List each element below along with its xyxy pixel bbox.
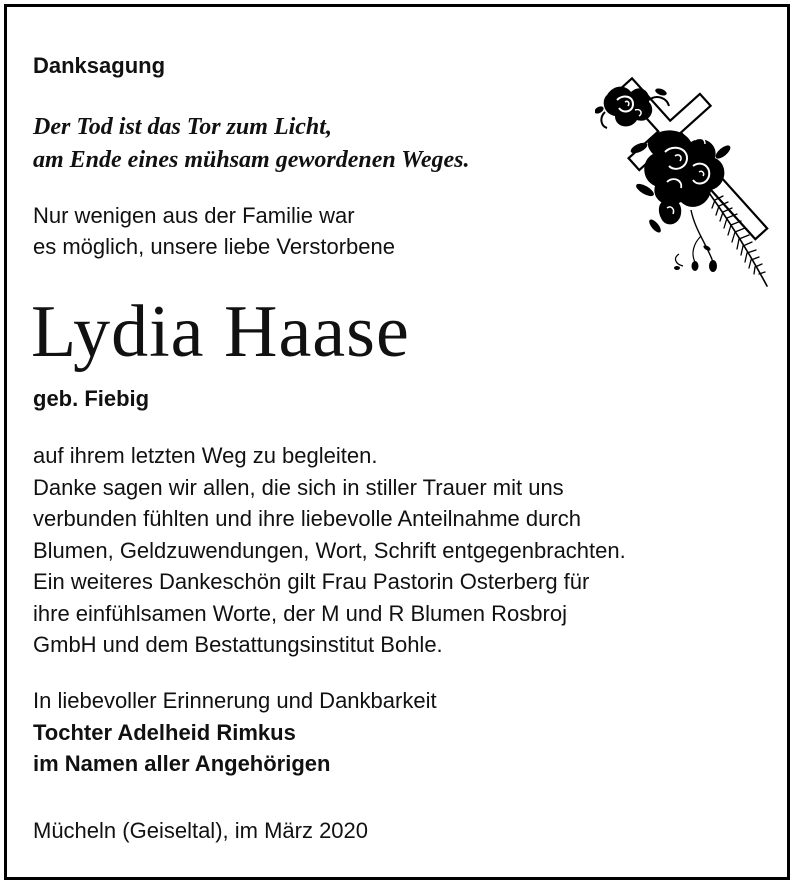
thanks-line: GmbH und dem Bestattungsinstitut Bohle.	[33, 632, 443, 657]
intro-line: es möglich, unsere liebe Verstorbene	[33, 234, 395, 259]
thanks-line: ihre einfühlsamen Worte, der M und R Blumen Rosbroj	[33, 600, 567, 626]
quote-line: Der Tod ist das Tor zum Licht,	[33, 114, 332, 140]
place-and-date: Mücheln (Geiseltal), im März 2020	[33, 818, 369, 843]
bud-sprig-icon	[674, 210, 717, 272]
thanks-line: Blumen, Geldzuwendungen, Wort, Schrift entgegenbrachten.	[33, 537, 626, 563]
thanks-line: Ein weiteres Dankeschön gilt Frau Pastorin Osterberg für	[33, 569, 590, 594]
thanks-line: verbunden fühlten und ihre liebevolle Anteilnahme durch	[33, 506, 581, 531]
signatory-line: im Namen aller Angehörigen	[33, 751, 331, 776]
thanks-line: auf ihrem letzten Weg zu begleiten.	[33, 443, 378, 468]
deceased-name: Lydia Haase	[31, 291, 410, 373]
cross-with-roses-icon	[595, 40, 785, 295]
closing-line: In liebevoller Erinnerung und Dankbarkeit	[33, 688, 437, 713]
thanks-text	[33, 440, 626, 661]
notice-heading: Danksagung	[33, 53, 166, 78]
intro-text	[33, 200, 395, 262]
birth-name: geb. Fiebig	[33, 386, 150, 411]
memorial-quote	[33, 111, 469, 177]
quote-line: am Ende eines mühsam gewordenen Weges.	[33, 147, 470, 173]
intro-line: Nur wenigen aus der Familie war	[33, 203, 355, 228]
closing-block	[33, 685, 437, 780]
signatory-line: Tochter Adelheid Rimkus	[33, 719, 296, 745]
rose-cluster-icon	[629, 130, 732, 234]
thanks-line: Danke sagen wir allen, die sich in stiller Trauer mit uns	[33, 474, 564, 500]
